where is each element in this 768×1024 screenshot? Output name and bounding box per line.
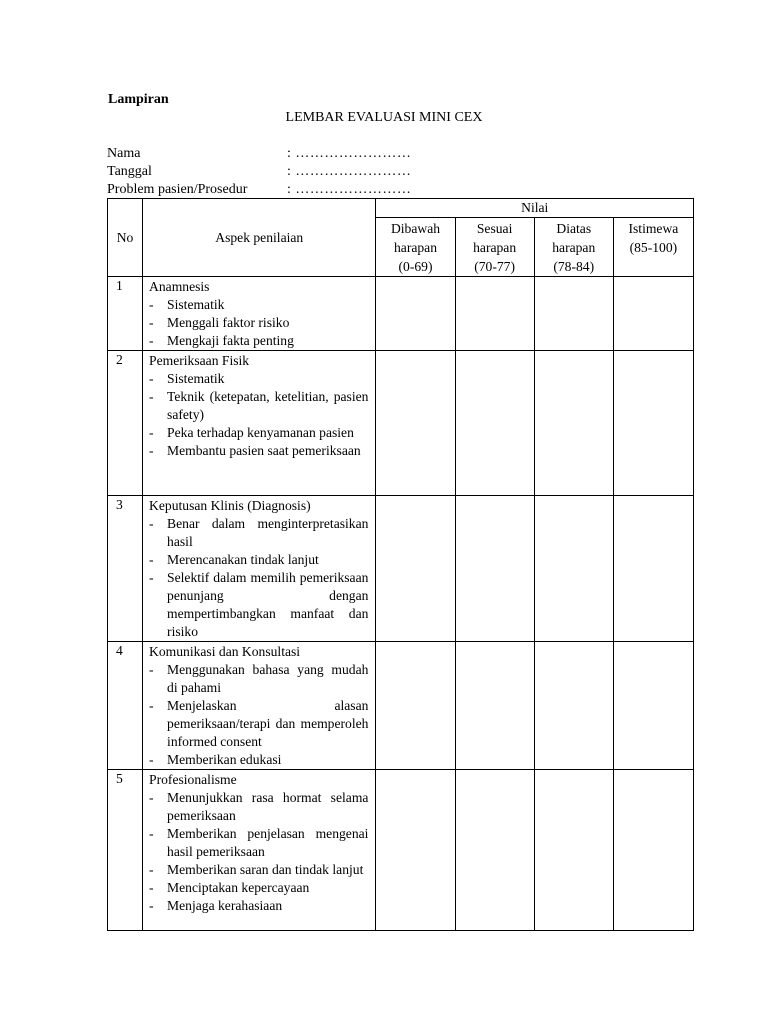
score-cell-istimewa[interactable]: [613, 496, 693, 642]
aspek-item: - Peka terhadap kenyamanan pasien: [149, 424, 368, 442]
aspek-item: - Sistematik: [149, 370, 368, 388]
score-cell-dibawah[interactable]: [376, 351, 455, 496]
aspek-item: - Menggunakan bahasa yang mudah di pahami: [149, 661, 368, 697]
aspek-item: - Menunjukkan rasa hormat selama pemeriksaan: [149, 789, 368, 825]
aspek-items: [149, 296, 368, 350]
header-istimewa: [613, 218, 693, 277]
score-cell-sesuai[interactable]: [455, 277, 534, 351]
aspek-item: - Sistematik: [149, 296, 368, 314]
header-line: (0-69): [398, 259, 433, 274]
field-value[interactable]: : ……………………: [287, 182, 412, 197]
aspek-item: - Merencanakan tindak lanjut: [149, 551, 368, 569]
aspek-category: Pemeriksaan Fisik: [149, 353, 250, 368]
aspek-item: - Menjaga kerahasiaan: [149, 897, 368, 915]
score-cell-diatas[interactable]: [534, 496, 613, 642]
aspek-cell: [143, 277, 376, 351]
identity-fields: [107, 145, 411, 199]
score-cell-istimewa[interactable]: [613, 642, 693, 770]
aspek-category: Profesionalisme: [149, 772, 237, 787]
header-line: (78-84): [553, 259, 595, 274]
aspek-item: - Memberikan penjelasan mengenai hasil pemeriksaan: [149, 825, 368, 861]
score-cell-dibawah[interactable]: [376, 496, 455, 642]
aspek-cell: [143, 351, 376, 496]
evaluation-table: [107, 198, 694, 931]
lampiran-label: Lampiran: [108, 92, 169, 107]
score-cell-sesuai[interactable]: [455, 770, 534, 931]
score-cell-diatas[interactable]: [534, 351, 613, 496]
score-cell-dibawah[interactable]: [376, 277, 455, 351]
aspek-item: - Memberikan saran dan tindak lanjut: [149, 861, 368, 879]
score-cell-sesuai[interactable]: [455, 496, 534, 642]
score-cell-istimewa[interactable]: [613, 277, 693, 351]
aspek-item: - Benar dalam menginterpretasikan hasil: [149, 515, 368, 551]
row-number: 5: [108, 770, 143, 931]
aspek-item: - Menjelaskan alasan pemeriksaan/terapi dan memperoleh informed consent: [149, 697, 368, 751]
score-cell-diatas[interactable]: [534, 642, 613, 770]
aspek-item: - Selektif dalam memilih pemeriksaan penunjang dengan mempertimbangkan manfaat dan risiko: [149, 569, 368, 641]
score-cell-dibawah[interactable]: [376, 770, 455, 931]
header-line: Sesuai: [476, 221, 513, 236]
header-dibawah: [376, 218, 455, 277]
field-label: Problem pasien/Prosedur: [107, 182, 248, 197]
field-problem: [107, 181, 411, 199]
document-title: LEMBAR EVALUASI MINI CEX: [285, 110, 483, 125]
aspek-item: - Menggali faktor risiko: [149, 314, 368, 332]
score-cell-dibawah[interactable]: [376, 642, 455, 770]
field-value[interactable]: : ……………………: [287, 146, 412, 161]
aspek-item: - Teknik (ketepatan, ketelitian, pasien safety): [149, 388, 368, 424]
header-nilai: Nilai: [376, 199, 694, 218]
header-line: Istimewa: [628, 221, 679, 236]
header-sesuai: [455, 218, 534, 277]
aspek-category: Keputusan Klinis (Diagnosis): [149, 498, 311, 513]
aspek-items: [149, 661, 368, 769]
aspek-item: - Memberikan edukasi: [149, 751, 368, 769]
aspek-items: [149, 789, 368, 915]
aspek-item: - Menciptakan kepercayaan: [149, 879, 368, 897]
header-line: (85-100): [629, 240, 678, 255]
aspek-cell: [143, 496, 376, 642]
field-label: Tanggal: [107, 164, 152, 179]
table-row: [108, 770, 694, 931]
field-label: Nama: [107, 146, 141, 161]
header-line: harapan: [473, 240, 517, 255]
table-row: [108, 496, 694, 642]
table-row: [108, 277, 694, 351]
score-cell-sesuai[interactable]: [455, 642, 534, 770]
score-cell-diatas[interactable]: [534, 770, 613, 931]
header-line: (70-77): [474, 259, 516, 274]
aspek-item: - Mengkaji fakta penting: [149, 332, 368, 350]
aspek-items: [149, 515, 368, 641]
header-diatas: [534, 218, 613, 277]
score-cell-istimewa[interactable]: [613, 770, 693, 931]
header-aspek: Aspek penilaian: [143, 199, 376, 277]
row-number: 4: [108, 642, 143, 770]
header-line: Diatas: [556, 221, 592, 236]
score-cell-diatas[interactable]: [534, 277, 613, 351]
field-value[interactable]: : ……………………: [287, 164, 412, 179]
aspek-cell: [143, 770, 376, 931]
header-line: harapan: [393, 240, 438, 255]
header-no: No: [108, 199, 143, 277]
table-row: [108, 351, 694, 496]
aspek-category: Anamnesis: [149, 279, 210, 294]
row-number: 1: [108, 277, 143, 351]
header-line: harapan: [552, 240, 596, 255]
aspek-item: - Membantu pasien saat pemeriksaan: [149, 442, 368, 460]
aspek-items: [149, 370, 368, 460]
score-cell-sesuai[interactable]: [455, 351, 534, 496]
field-nama: [107, 145, 411, 163]
score-cell-istimewa[interactable]: [613, 351, 693, 496]
aspek-cell: [143, 642, 376, 770]
row-number: 2: [108, 351, 143, 496]
row-number: 3: [108, 496, 143, 642]
field-tanggal: [107, 163, 411, 181]
header-line: Dibawah: [390, 221, 441, 236]
aspek-category: Komunikasi dan Konsultasi: [149, 644, 301, 659]
table-row: [108, 642, 694, 770]
